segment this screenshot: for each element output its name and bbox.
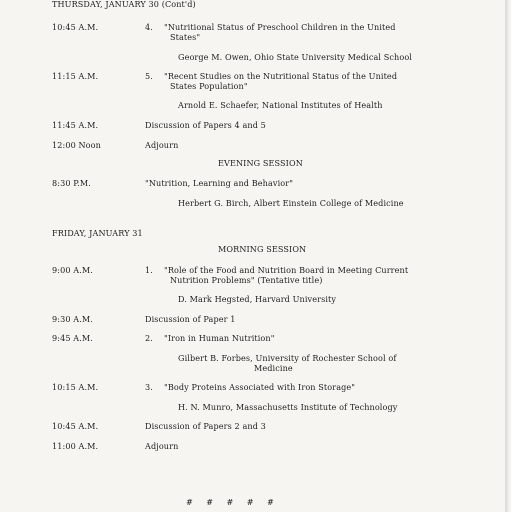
footer-marks: # # # # # xyxy=(186,497,274,507)
paper-title: "Nutrition, Learning and Behavior" xyxy=(145,178,294,188)
agenda-text: Discussion of Papers 2 and 3 xyxy=(145,421,266,431)
paper-title: "Iron in Human Nutrition" xyxy=(164,333,275,343)
paper-title-cont: Nutrition Problems" (Tentative title) xyxy=(170,275,323,285)
session-heading: MORNING SESSION xyxy=(218,244,307,254)
speaker-cont: Medicine xyxy=(254,363,293,373)
time: 11:15 A.M. xyxy=(52,71,99,81)
item-number: 2. xyxy=(145,333,153,343)
item-number: 5. xyxy=(145,71,153,81)
time: 9:30 A.M. xyxy=(52,314,93,324)
agenda-text: Adjourn xyxy=(145,441,179,451)
time: 10:45 A.M. xyxy=(52,421,99,431)
time: 8:30 P.M. xyxy=(52,178,91,188)
speaker: H. N. Munro, Massachusetts Institute of Technology xyxy=(178,402,398,412)
paper-title: "Nutritional Status of Preschool Children in the United xyxy=(164,22,396,32)
paper-title: "Body Proteins Associated with Iron Storage" xyxy=(164,382,356,392)
speaker: D. Mark Hegsted, Harvard University xyxy=(178,294,337,304)
time: 11:00 A.M. xyxy=(52,441,99,451)
time: 9:00 A.M. xyxy=(52,265,93,275)
agenda-text: Discussion of Papers 4 and 5 xyxy=(145,120,266,130)
time: 10:45 A.M. xyxy=(52,22,99,32)
speaker: Herbert G. Birch, Albert Einstein College of Medicine xyxy=(178,198,404,208)
time: 11:45 A.M. xyxy=(52,120,99,130)
item-number: 1. xyxy=(145,265,153,275)
day-header-thursday: THURSDAY, JANUARY 30 (Cont'd) xyxy=(52,0,196,9)
agenda-text: Adjourn xyxy=(145,140,179,150)
time: 10:15 A.M. xyxy=(52,382,99,392)
paper-title: "Recent Studies on the Nutritional Status of the United xyxy=(164,71,398,81)
paper-title: "Role of the Food and Nutrition Board in Meeting Current xyxy=(164,265,409,275)
paper-title-cont: States Population" xyxy=(170,81,248,91)
agenda-text: Discussion of Paper 1 xyxy=(145,314,236,324)
speaker: Gilbert B. Forbes, University of Rochester School of xyxy=(178,353,397,363)
speaker: Arnold E. Schaefer, National Institutes of Health xyxy=(178,100,383,110)
item-number: 3. xyxy=(145,382,153,392)
time: 9:45 A.M. xyxy=(52,333,93,343)
session-heading: EVENING SESSION xyxy=(218,158,303,168)
speaker: George M. Owen, Ohio State University Medical School xyxy=(178,52,412,62)
time: 12:00 Noon xyxy=(52,140,101,150)
page-edge xyxy=(505,0,512,512)
item-number: 4. xyxy=(145,22,153,32)
paper-title-cont: States" xyxy=(170,32,201,42)
day-header-friday: FRIDAY, JANUARY 31 xyxy=(52,228,143,238)
